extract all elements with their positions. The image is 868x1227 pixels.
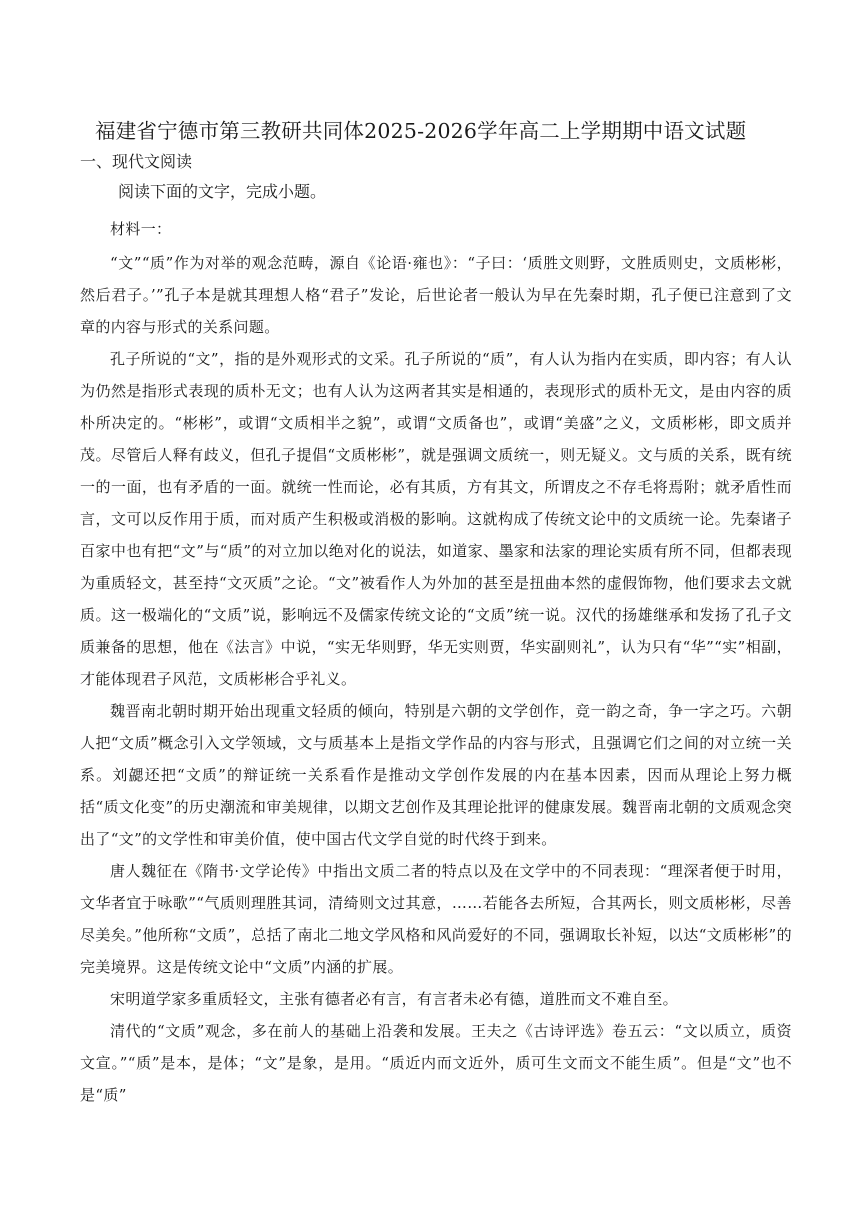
passage-paragraph: “文”“质”作为对举的观念范畴，源自《论语·雍也》：“子曰：‘质胜文则野，文胜质则史，文质彬彬，然后君子。’”孔子本是就其理想人格“君子”发论，后世论者一般认为早在先秦时期，孔子便已注意到了文章的内容与形式的关系问题。	[80, 254, 792, 336]
passage-paragraph: 魏晋南北朝时期开始出现重文轻质的倾向，特别是六朝的文学创作，竞一韵之奇，争一字之巧。六朝人把“文质”概念引入文学领域，文与质基本上是指文学作品的内容与形式，且强调它们之间的对立统一关系。刘勰还把“文质”的辩证统一关系看作是推动文学创作发展的内在基本因素，因而从理论上努力概括“质文化变”的历史潮流和审美规律，以期文艺创作及其理论批评的健康发展。魏晋南北朝的文质观念突出了“文”的文学性和审美价值，使中国古代文学自觉的时代终于到来。	[80, 702, 792, 848]
reading-instruction: 阅读下面的文字，完成小题。	[118, 182, 327, 201]
reading-passage	[80, 213, 792, 1111]
section-heading: 一、现代文阅读	[80, 152, 193, 171]
document-title: 福建省宁德市第三教研共同体2025-2026学年高二上学期期中语文试题	[95, 119, 747, 143]
passage-paragraph: 唐人魏征在《隋书·文学论传》中指出文质二者的特点以及在文学中的不同表现：“理深者便于时用，文华者宜于咏歌”“气质则理胜其词，清绮则文过其意，……若能各去所短，合其两长，则文质彬彬，尽善尽美矣。”他所称“文质”，总括了南北二地文学风格和风尚爱好的不同，强调取长补短，以达“文质彬彬”的完美境界。这是传统文论中“文质”内涵的扩展。	[80, 862, 792, 976]
passage-paragraph: 孔子所说的“文”，指的是外观形式的文采。孔子所说的“质”，有人认为指内在实质，即内容；有人认为仍然是指形式表现的质朴无文；也有人认为这两者其实是相通的，表现形式的质朴无文，是由内容的质朴所决定的。“彬彬”，或谓“文质相半之貌”，或谓“文质备也”，或谓“美盛”之义，文质彬彬，即文质并茂。尽管后人释有歧义，但孔子提倡“文质彬彬”，就是强调文质统一，则无疑义。文与质的关系，既有统一的一面，也有矛盾的一面。就统一性而论，必有其质，方有其文，所谓皮之不存毛将焉附；就矛盾性而言，文可以反作用于质，而对质产生积极或消极的影响。这就构成了传统文论中的文质统一论。先秦诸子百家中也有把“文”与“质”的对立加以绝对化的说法，如道家、墨家和法家的理论实质有所不同，但都表现为重质轻文，甚至持“文灭质”之论。“文”被看作人为外加的甚至是扭曲本然的虚假饰物，他们要求去文就质。这一极端化的“文质”说，影响远不及儒家传统文论的“文质”统一说。汉代的扬雄继承和发扬了孔子文质兼备的思想，他在《法言》中说，“实无华则野，华无实则贾，华实副则礼”，认为只有“华”“实”相副，才能体现君子风范，文质彬彬合乎礼义。	[80, 350, 792, 688]
passage-paragraph: 宋明道学家多重质轻文，主张有德者必有言，有言者未必有德，道胜而文不难自至。	[110, 990, 678, 1008]
passage-paragraph: 清代的“文质”观念，多在前人的基础上沿袭和发展。王夫之《古诗评选》卷五云：“文以质立，质资文宣。”“质”是本，是体；“文”是象，是用。“质近内而文近外，质可生文而文不能生质”。但是“文”也不是“质”	[80, 1022, 792, 1104]
material-label: 材料一：	[110, 220, 172, 238]
